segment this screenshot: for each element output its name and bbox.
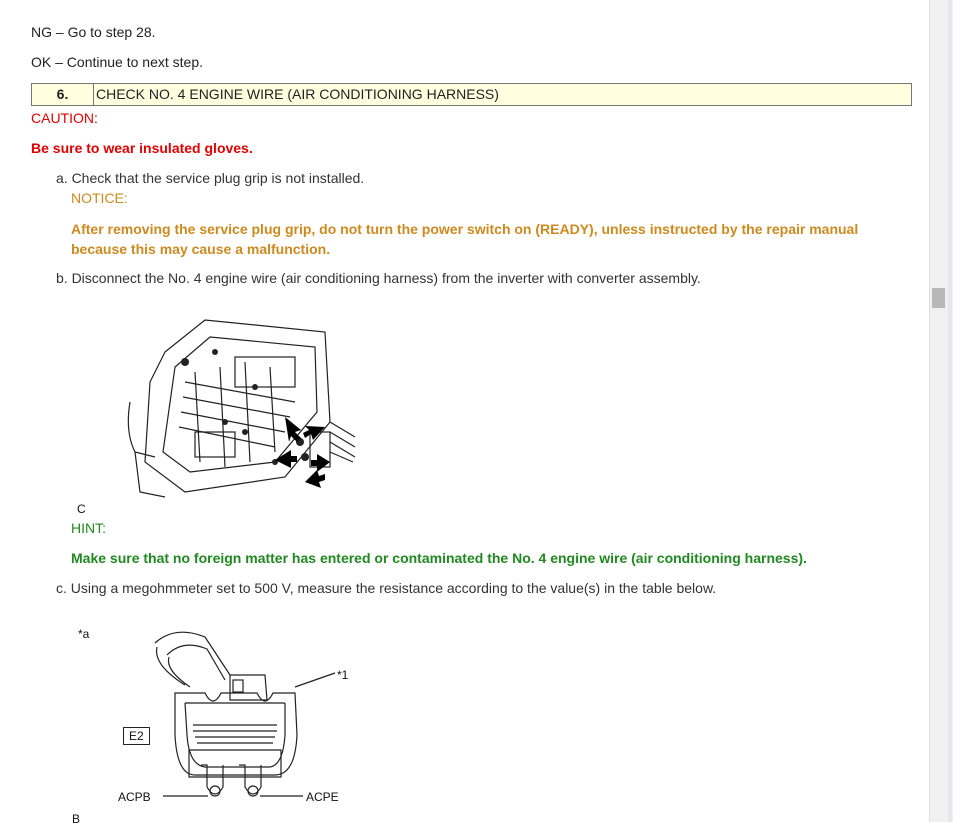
figure2-label-1: *1	[337, 668, 349, 682]
scrollbar-thumb[interactable]	[932, 288, 945, 308]
step-number: 6.	[32, 84, 94, 105]
hint-text: Make sure that no foreign matter has entered or contaminated the No. 4 engine wire (air conditioning harness).	[71, 550, 807, 566]
pin-label-right: ACPE	[306, 790, 339, 804]
item-a: a. Check that the service plug grip is not installed.	[56, 170, 365, 186]
figure2-label-a: *a	[78, 627, 90, 641]
vertical-scrollbar[interactable]	[929, 0, 953, 822]
item-b: b. Disconnect the No. 4 engine wire (air conditioning harness) from the inverter with converter assembly.	[56, 270, 701, 286]
item-c: c. Using a megohmmeter set to 500 V, measure the resistance according to the value(s) in the table below.	[56, 580, 717, 596]
caution-text: Be sure to wear insulated gloves.	[31, 140, 253, 156]
figure1-caption: C	[77, 502, 86, 516]
pin-label-left: ACPB	[118, 790, 151, 804]
notice-text: After removing the service plug grip, do not turn the power switch on (READY), unless instructed by the repair manual because this may cause a malfunction.	[71, 221, 859, 257]
caution-label: CAUTION:	[31, 110, 98, 126]
notice-label: NOTICE:	[71, 190, 128, 206]
connector-id-box: E2	[123, 727, 150, 745]
ng-instruction: NG – Go to step 28.	[31, 24, 156, 40]
figure2-caption: B	[72, 812, 81, 826]
step-header	[31, 83, 912, 106]
step-title: CHECK NO. 4 ENGINE WIRE (AIR CONDITIONING HARNESS)	[96, 86, 499, 102]
connector-illustration	[145, 625, 365, 810]
hint-label: HINT:	[71, 520, 106, 536]
scrollbar-track	[948, 0, 952, 822]
ok-instruction: OK – Continue to next step.	[31, 54, 203, 70]
inverter-illustration	[125, 312, 365, 502]
